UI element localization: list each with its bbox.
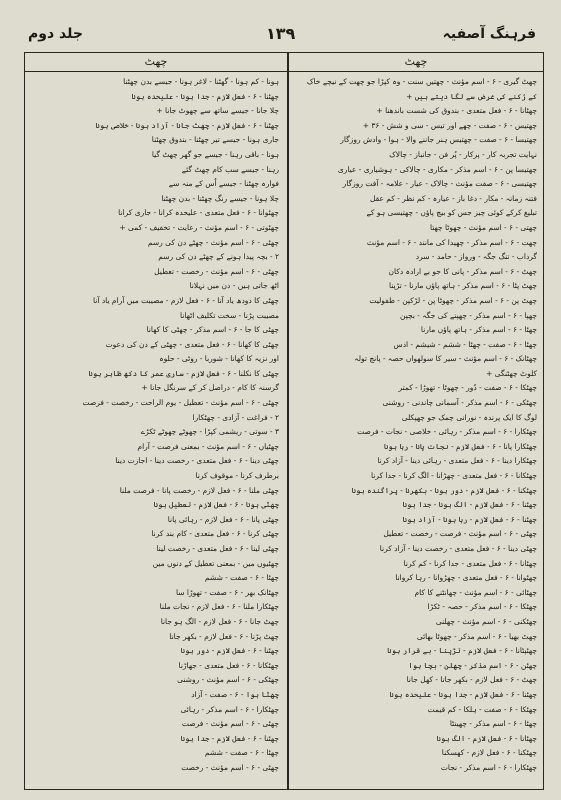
entry-line: چھتی - ۶ - اسم مؤنث - چھوٹا چھتا xyxy=(429,222,537,232)
page-header xyxy=(22,24,542,46)
entry-line: جاری ہونا - جیسے تیر چھٹنا - بندوق چھٹنا xyxy=(151,135,279,145)
entry-line: چھٹنا - ۶ - فعل لازم - جدا ہونا xyxy=(180,733,279,743)
entry-line: چھٹکارا ملنا - ۶ - فعل لازم - نجات ملنا xyxy=(159,602,279,612)
entry-line: چھٹ پٹا - ۶ - اسم مذکر - ہاتھ پاؤں مارنا - تڑپنا xyxy=(388,281,537,291)
entry-line: چھٹا ہوا - ۶ - صفت - آزاد xyxy=(191,689,279,699)
entry-line: چھٹکانا - ۶ - فعل متعدی - چھڑانا - الگ کرنا - جدا کرنا xyxy=(370,471,537,481)
entry-line: ۲ - فراغت - آزادی - چھٹکارا xyxy=(192,412,279,422)
entry-line: چھٹی - ۶ - اسم مؤنث - تعطیل - یوم الراحت - رخصت - فرصت xyxy=(82,398,279,408)
entry-line: چھٹکنا - ۶ - فعل لازم - دور ہونا - بکھرنا - پراگندہ ہونا xyxy=(351,485,537,495)
entry-line: چلا ہونا - جیسے رنگ چھٹنا - بدن چھٹنا xyxy=(161,193,279,203)
entry-line: چھٹن - ۶ - اسم مذکر - چھلن - بچا ہوا xyxy=(408,660,537,670)
entry-line: چھٹا - ۶ - صفت - ششم xyxy=(204,748,279,758)
entry-line: گرسنہ کا کام - دراصل کر کے سرنگل جانا + xyxy=(141,383,279,393)
volume-label: جلد دوم xyxy=(28,26,83,42)
entry-line: چھٹکنا - ۶ - فعل لازم - کھسکنا xyxy=(441,748,537,758)
entry-line: چھٹکارا - ۶ - اسم مذکر - رہائی - خلاصی - نجات - فرصت xyxy=(357,427,537,437)
entry-line: چھٹ گیری - ۶ - اسم مؤنث - چھتیں سنت - وہ کپڑا جو چھت کے نیچے خاک xyxy=(306,77,537,86)
entry-line: گرداب - تنگ جگہ - ورواز - حامد - سرد xyxy=(415,252,537,262)
entry-line: چھٹیاں - ۶ - اسم مؤنث - بمعنی فرصت - آرام xyxy=(137,441,279,451)
column-divider xyxy=(287,53,289,789)
entry-line: چھٹا - ۶ - صفت - ششم xyxy=(204,573,279,583)
entry-line: چھٹوانا - ۶ - فعل متعدی - چھڑوانا - رہا کروانا xyxy=(395,573,537,583)
right-column-heading: چھٹ xyxy=(289,53,543,72)
entry-line: چھٹنا - ۶ - فعل لازم - جدا ہونا - علیحدہ ہونا xyxy=(389,689,537,699)
entry-line: کے رُکنے کی غرض سے لگا دیتے ہیں + xyxy=(406,91,537,101)
entry-line: چھٹنا - ۶ - فعل لازم - رہا ہونا - آزاد ہونا xyxy=(402,514,537,524)
entry-line: چھٹانک بھر - ۶ - صفت - تھوڑا سا xyxy=(175,587,279,597)
entry-line: چھٹکی - ۶ - اسم مؤنث - روشنی xyxy=(177,675,279,685)
entry-line: چھٹی ہونا - ۶ - فعل لازم - تعطیل ہونا xyxy=(153,500,279,510)
entry-line: چھٹنا - ۶ - فعل لازم - دور ہونا xyxy=(180,646,279,656)
entry-line: چھتیسی - ۶ - صفت مؤنث - چالاک - عیار - علامہ - آفت روزگار xyxy=(342,179,537,189)
entry-line: چھٹی دینا - ۶ - فعل متعدی - رخصت دینا - آزاد کرنا xyxy=(379,544,537,553)
entry-line: چھت - ۶ - اسم مذکر - چھیدا کی مانند - ۶ - اسم مؤنث xyxy=(366,237,537,247)
entry-line: چھٹانا - ۶ - فعل لازم - الگ ہونا xyxy=(436,733,537,743)
entry-line: چھٹوانا - ۶ - فعل متعدی - علیحدہ کرانا - جاری کرانا xyxy=(118,208,279,218)
entry-line: چھٹنا - ۶ - فعل لازم - الگ ہونا - جدا ہونا xyxy=(402,500,537,510)
entry-line: چھٹی کا کھانا - ۶ - فعل متعدی - چھٹی کے دن کی دعوت xyxy=(105,339,279,349)
entry-line: چھپا - ۶ - اسم مذکر - چھپنے کی جگہ - بچپن xyxy=(400,310,537,320)
entry-line: چھٹ بھیا - ۶ - اسم مذکر - چھوٹا بھائی xyxy=(416,631,537,641)
entry-line: چھٹکانا - ۶ - فعل متعدی - جھاڑنا xyxy=(178,660,279,670)
entry-line: چھتیس - ۶ - صفت - چھے اور تیس - سی و شش - ۳۶ + xyxy=(362,120,537,130)
entry-line: چھٹی ملنا - ۶ - فعل لازم - رخصت پانا - فرصت ملنا xyxy=(119,485,279,495)
entry-line: چھٹکارا دینا - ۶ - فعل متعدی - رہائی دینا - آزاد کرنا xyxy=(377,456,537,466)
entry-line: کلوٹ چھٹنگی + xyxy=(485,368,537,378)
entry-line: چھٹا - ۶ - صفت - چھٹا - ششم - شیشم - ادس xyxy=(393,339,537,349)
text-frame xyxy=(24,52,544,790)
entry-line: چھٹی - ۶ - اسم مؤنث - رخصت - تعطیل xyxy=(154,266,279,276)
entry-line: چھٹی کا نکلنا - ۶ - فعل لازم - ساری عمر کا دکھ ظاہر ہونا xyxy=(88,368,279,378)
entry-line: چھٹکنی - ۶ - اسم مؤنث - چھلنی xyxy=(435,616,537,626)
entry-line: چھٹانک - ۶ - اسم مؤنث - سیر کا سولھواں حصہ - پانچ تولہ xyxy=(354,354,537,364)
entry-line: تبلیغ کرکے کوئی چیز جس کو بیچ پاؤں - چھتیسی ہو کے xyxy=(366,208,537,218)
entry-line: چھٹی پانا - ۶ - فعل لازم - رہائی پانا xyxy=(167,514,279,524)
entry-line: چھٹی - ۶ - اسم مؤنث - رخصت xyxy=(181,762,279,772)
entry-line: اور نزیہ کا کھانا - شوربا - روٹی - حلوہ xyxy=(159,354,279,364)
entry-line: چھٹنا - ۶ - فعل لازم - چھٹ جانا - آزاد ہونا - خلاصی ہونا xyxy=(95,120,279,130)
entry-line: چھٹ جانا - ۶ - فعل لازم - الگ ہو جانا xyxy=(160,616,279,626)
entry-line: چھٹی لینا - ۶ - فعل متعدی - رخصت لینا xyxy=(156,544,279,553)
entry-line: چھٹکارا پانا - ۶ - فعل لازم - نجات پانا - رہا ہونا xyxy=(383,441,537,451)
entry-line: فتنہ زمانہ - مکار - دغا باز - عیارہ - کم نظر - کم عقل xyxy=(369,193,537,203)
entry-line: چھٹا - ۶ - اسم مذکر - چھینٹا xyxy=(449,719,537,729)
entry-line: چھٹنا - ۶ - فعل لازم - جدا ہونا - علیحدہ ہونا xyxy=(131,91,279,101)
entry-line: چھٹا - ۶ - اسم مذکر - ہاتھ پاؤں مارنا xyxy=(420,325,537,335)
entry-line: چھٹکی - ۶ - اسم مذکر - آسمانی چاندنی - روشنی xyxy=(382,398,537,408)
entry-line: ہونا - کم ہونا - گھٹنا - لاغر ہونا - جیسے بدن چھٹنا xyxy=(123,77,279,86)
right-column xyxy=(293,75,537,783)
entry-line: چھٹیوں میں - بمعنی تعطیل کے دنوں میں xyxy=(152,558,279,568)
left-column xyxy=(31,75,279,783)
entry-line: چھٹی - ۶ - اسم مؤنث - فرصت - رخصت - تعطیل xyxy=(383,529,537,539)
entry-line: رہنا - جیسے سب کام چھٹ گئے xyxy=(181,164,279,174)
entry-line: چھٹی دینا - ۶ - فعل متعدی - رخصت دینا - اجازت دینا xyxy=(115,456,279,466)
entry-line: چھٹکا - ۶ - صفت - ہلکا - کم قیمت xyxy=(427,704,537,714)
entry-line: لوگ کا ایک پرندہ - نورانی چمک جو چھپکلی xyxy=(401,412,537,422)
entry-line: چھٹکا - ۶ - اسم مذکر - حصہ - ٹکڑا xyxy=(427,602,537,612)
entry-line: چھٹی - ۶ - اسم مؤنث - چھٹے دن کی رسم xyxy=(147,237,279,247)
entry-line: چھٹی کا دودھ یاد آنا - ۶ - فعل لازم - مصیبت میں آرام یاد آنا xyxy=(92,295,279,305)
entry-line: چھٹکارا - ۶ - اسم مذکر - رہائی xyxy=(180,704,279,714)
entry-line: چھٹانا - ۶ - فعل متعدی - بندوق کی شست باندھنا + xyxy=(376,106,537,116)
left-column-heading: چھٹ xyxy=(25,53,287,72)
entry-line: چھتیسا پن - ۶ - اسم مذکر - مکاری - چالاکی - ہوشیاری - عیاری xyxy=(337,164,537,174)
entry-line: چھتیسا - ۶ - صفت - چھتیس ہنر جاننے والا - ہوا - وادش روزگار xyxy=(340,135,537,145)
entry-line: چھٹوتی - ۶ - اسم مؤنث - رعایت - تخفیف - کمی + xyxy=(119,222,279,232)
entry-line: نہایت تجربہ کار - پرکار - پُر فن - جانباز - چالاک xyxy=(389,149,537,159)
entry-line: برطرف کرنا - موقوف کرنا xyxy=(195,471,279,481)
entry-line: چھٹ پڑنا - ۶ - فعل لازم - بکھر جانا xyxy=(169,631,279,641)
entry-line: چھٹی کرنا - ۶ - فعل متعدی - کام بند کرنا xyxy=(151,529,279,539)
entry-line: چھٹ پن - ۶ - اسم مذکر - چھوٹا پن - لڑکپن - طفولیت xyxy=(369,295,537,305)
entry-line: فوارہ چھٹنا - جیسے اُس کے منہ سے xyxy=(168,179,279,189)
entry-line: چلا جانا - جیسے ساتھ سے چھوٹ جانا + xyxy=(156,106,279,116)
entry-line: چھٹ - ۶ - اسم مذکر - پانی کا جو بے ارادہ دکان xyxy=(388,266,537,276)
entry-line: چھٹکا - ۶ - صفت - دُور - چھوٹا - تھوڑا - کمتر xyxy=(398,383,537,393)
entry-line: چھٹائی - ۶ - اسم مؤنث - چھانٹنے کا کام xyxy=(414,587,537,597)
entry-line: چھٹی کا جا - ۶ - اسم مذکر - چھٹی کا کھانا xyxy=(146,325,279,335)
entry-line: مصیبت پڑنا - سخت تکلیف اٹھانا xyxy=(180,310,279,320)
entry-line: چھٹ - ۶ - فعل لازم - بکھر جانا - کھل جانا xyxy=(406,675,537,685)
entry-line: چھٹکارا - ۶ - اسم مذکر - نجات xyxy=(440,762,537,772)
entry-line: ہونا - باقی رہنا - جیسے جو گھر چھٹ گیا xyxy=(151,149,279,159)
page-number: ۱۳۹ xyxy=(266,24,296,43)
entry-line: چھٹی - ۶ - اسم مؤنث - فرصت xyxy=(181,719,279,729)
entry-line: اٹھ جاتی ہیں - دن میں نہلانا xyxy=(189,281,279,291)
entry-line: چھٹانا - ۶ - فعل متعدی - جدا کرنا - کم کرنا xyxy=(403,558,537,568)
entry-line: ۲ - بچہ پیدا ہونے کے چھٹے دن کی رسم xyxy=(158,252,279,262)
book-title: فرہنگ آصفیہ xyxy=(442,26,536,42)
entry-line: چھٹپٹانا - ۶ - فعل لازم - تڑپنا - بے قرار ہونا xyxy=(387,646,537,656)
entry-line: ۳ - سوتی - ریشمی کپڑا - چھوٹے چھوٹے ٹکڑے xyxy=(140,427,279,437)
